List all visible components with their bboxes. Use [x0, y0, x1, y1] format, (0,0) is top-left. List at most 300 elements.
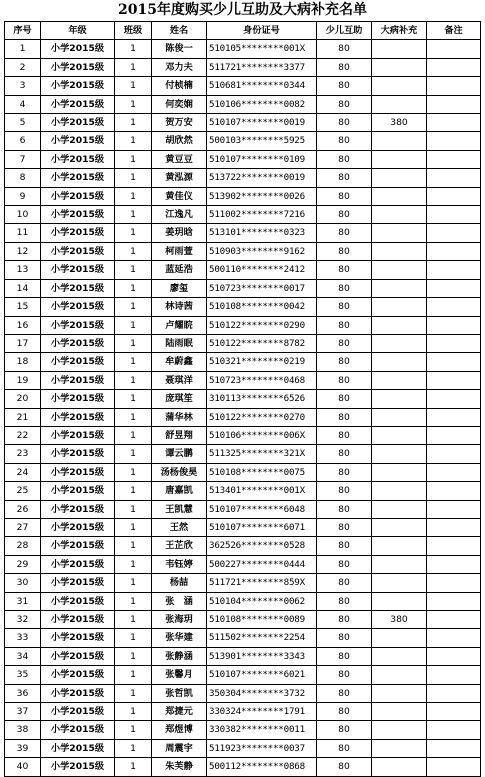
row-no-cell: 15 [5, 298, 41, 316]
row-name-cell: 张馨月 [152, 666, 207, 684]
row-grade-cell: 小学2015级 [41, 555, 115, 573]
row-class-cell: 1 [115, 574, 152, 592]
row-class-cell: 1 [115, 242, 152, 260]
table-row [5, 408, 481, 426]
row-name-cell: 贺万安 [152, 114, 207, 132]
row-no-cell: 37 [5, 703, 41, 721]
table-row [5, 758, 481, 776]
row-no-cell: 31 [5, 592, 41, 610]
row-remark-cell [427, 463, 481, 481]
row-grade-cell: 小学2015级 [41, 703, 115, 721]
row-id-cell: 510122********0270 [207, 408, 317, 426]
row-grade-cell: 小学2015级 [41, 353, 115, 371]
row-illness-cell: 380 [372, 611, 427, 629]
row-id-cell: 511721********859X [207, 574, 317, 592]
row-child-aid-cell: 80 [317, 334, 372, 352]
row-illness-cell [372, 353, 427, 371]
row-class-cell: 1 [115, 206, 152, 224]
row-no-cell: 3 [5, 77, 41, 95]
row-child-aid-cell: 80 [317, 537, 372, 555]
row-no-cell: 12 [5, 242, 41, 260]
row-id-cell: 510105********001X [207, 40, 317, 58]
row-class-cell: 1 [115, 703, 152, 721]
row-no-cell: 36 [5, 684, 41, 702]
row-grade-cell: 小学2015级 [41, 261, 115, 279]
row-class-cell: 1 [115, 58, 152, 76]
table-row [5, 574, 481, 592]
row-illness-cell [372, 555, 427, 573]
row-class-cell: 1 [115, 500, 152, 518]
row-child-aid-cell: 80 [317, 592, 372, 610]
row-illness-cell [372, 371, 427, 389]
row-id-cell: 511502********2254 [207, 629, 317, 647]
row-illness-cell [372, 187, 427, 205]
header-grade: 年级 [41, 22, 115, 40]
row-child-aid-cell: 80 [317, 40, 372, 58]
table-row [5, 426, 481, 444]
row-class-cell: 1 [115, 390, 152, 408]
row-grade-cell: 小学2015级 [41, 611, 115, 629]
row-no-cell: 10 [5, 206, 41, 224]
table-row [5, 40, 481, 58]
row-illness-cell [372, 261, 427, 279]
row-child-aid-cell: 80 [317, 426, 372, 444]
row-child-aid-cell: 80 [317, 408, 372, 426]
table-row [5, 95, 481, 113]
row-illness-cell [372, 445, 427, 463]
row-illness-cell [372, 647, 427, 665]
row-illness-cell [372, 482, 427, 500]
row-grade-cell: 小学2015级 [41, 647, 115, 665]
table-row [5, 261, 481, 279]
row-illness-cell [372, 132, 427, 150]
row-id-cell: 500112********0868 [207, 758, 317, 776]
row-no-cell: 21 [5, 408, 41, 426]
row-id-cell: 330324********1791 [207, 703, 317, 721]
row-class-cell: 1 [115, 408, 152, 426]
row-illness-cell [372, 58, 427, 76]
row-class-cell: 1 [115, 298, 152, 316]
row-id-cell: 513901********3343 [207, 647, 317, 665]
row-child-aid-cell: 80 [317, 206, 372, 224]
row-id-cell: 310113********6526 [207, 390, 317, 408]
row-child-aid-cell: 80 [317, 77, 372, 95]
row-grade-cell: 小学2015级 [41, 316, 115, 334]
row-id-cell: 500110********2412 [207, 261, 317, 279]
row-id-cell: 511325********321X [207, 445, 317, 463]
table-row [5, 684, 481, 702]
row-grade-cell: 小学2015级 [41, 132, 115, 150]
table-row [5, 629, 481, 647]
row-remark-cell [427, 150, 481, 168]
row-name-cell: 聂琪洋 [152, 371, 207, 389]
row-child-aid-cell: 80 [317, 463, 372, 481]
row-child-aid-cell: 80 [317, 150, 372, 168]
row-id-cell: 511923********0037 [207, 739, 317, 757]
row-remark-cell [427, 684, 481, 702]
row-child-aid-cell: 80 [317, 132, 372, 150]
row-no-cell: 26 [5, 500, 41, 518]
table-row [5, 187, 481, 205]
table-row [5, 463, 481, 481]
row-remark-cell [427, 426, 481, 444]
row-grade-cell: 小学2015级 [41, 95, 115, 113]
row-child-aid-cell: 80 [317, 371, 372, 389]
row-class-cell: 1 [115, 518, 152, 536]
row-name-cell: 唐嘉凯 [152, 482, 207, 500]
table-row [5, 666, 481, 684]
row-class-cell: 1 [115, 132, 152, 150]
row-illness-cell [372, 77, 427, 95]
row-child-aid-cell: 80 [317, 445, 372, 463]
row-remark-cell [427, 482, 481, 500]
table-row [5, 703, 481, 721]
row-id-cell: 510107********6048 [207, 500, 317, 518]
row-child-aid-cell: 80 [317, 684, 372, 702]
row-id-cell: 510108********0075 [207, 463, 317, 481]
row-id-cell: 513902********0026 [207, 187, 317, 205]
table-row [5, 334, 481, 352]
row-remark-cell [427, 703, 481, 721]
table-row [5, 206, 481, 224]
row-grade-cell: 小学2015级 [41, 150, 115, 168]
row-remark-cell [427, 242, 481, 260]
row-illness-cell [372, 703, 427, 721]
row-illness-cell [372, 390, 427, 408]
table-row [5, 224, 481, 242]
row-no-cell: 18 [5, 353, 41, 371]
row-id-cell: 510107********6071 [207, 518, 317, 536]
row-child-aid-cell: 80 [317, 555, 372, 573]
row-name-cell: 牟蔚鑫 [152, 353, 207, 371]
row-child-aid-cell: 80 [317, 666, 372, 684]
row-illness-cell [372, 242, 427, 260]
row-remark-cell [427, 77, 481, 95]
row-illness-cell [372, 721, 427, 739]
row-no-cell: 34 [5, 647, 41, 665]
row-no-cell: 5 [5, 114, 41, 132]
row-no-cell: 25 [5, 482, 41, 500]
row-grade-cell: 小学2015级 [41, 537, 115, 555]
row-remark-cell [427, 169, 481, 187]
row-grade-cell: 小学2015级 [41, 298, 115, 316]
row-id-cell: 510104********0062 [207, 592, 317, 610]
row-id-cell: 510107********0019 [207, 114, 317, 132]
row-illness-cell [372, 518, 427, 536]
row-id-cell: 510321********0219 [207, 353, 317, 371]
row-name-cell: 朱芙静 [152, 758, 207, 776]
row-illness-cell [372, 334, 427, 352]
row-name-cell: 蓝延浩 [152, 261, 207, 279]
row-illness-cell [372, 279, 427, 297]
row-no-cell: 11 [5, 224, 41, 242]
row-name-cell: 黄豆豆 [152, 150, 207, 168]
header-no: 序号 [5, 22, 41, 40]
row-name-cell: 付桢楠 [152, 77, 207, 95]
row-child-aid-cell: 80 [317, 739, 372, 757]
table-row [5, 647, 481, 665]
row-child-aid-cell: 80 [317, 703, 372, 721]
row-remark-cell [427, 758, 481, 776]
row-remark-cell [427, 518, 481, 536]
row-grade-cell: 小学2015级 [41, 279, 115, 297]
row-no-cell: 1 [5, 40, 41, 58]
row-class-cell: 1 [115, 426, 152, 444]
header-row [5, 22, 481, 40]
row-no-cell: 16 [5, 316, 41, 334]
table-row [5, 390, 481, 408]
row-illness-cell [372, 592, 427, 610]
row-grade-cell: 小学2015级 [41, 518, 115, 536]
row-remark-cell [427, 40, 481, 58]
row-remark-cell [427, 647, 481, 665]
table-row [5, 169, 481, 187]
row-child-aid-cell: 80 [317, 353, 372, 371]
row-remark-cell [427, 206, 481, 224]
row-no-cell: 39 [5, 739, 41, 757]
row-name-cell: 陈俊一 [152, 40, 207, 58]
row-remark-cell [427, 353, 481, 371]
row-remark-cell [427, 721, 481, 739]
row-id-cell: 510107********0109 [207, 150, 317, 168]
row-class-cell: 1 [115, 629, 152, 647]
row-illness-cell [372, 426, 427, 444]
row-no-cell: 20 [5, 390, 41, 408]
row-remark-cell [427, 739, 481, 757]
row-illness-cell [372, 463, 427, 481]
table-row [5, 279, 481, 297]
row-name-cell: 陆雨眠 [152, 334, 207, 352]
row-name-cell: 黄泓源 [152, 169, 207, 187]
row-class-cell: 1 [115, 666, 152, 684]
row-no-cell: 14 [5, 279, 41, 297]
row-no-cell: 30 [5, 574, 41, 592]
row-grade-cell: 小学2015级 [41, 114, 115, 132]
row-name-cell: 庞琪笙 [152, 390, 207, 408]
row-class-cell: 1 [115, 482, 152, 500]
roster-table [4, 21, 481, 777]
row-class-cell: 1 [115, 445, 152, 463]
row-id-cell: 510106********006X [207, 426, 317, 444]
row-child-aid-cell: 80 [317, 261, 372, 279]
row-illness-cell [372, 150, 427, 168]
row-id-cell: 330382********0011 [207, 721, 317, 739]
row-child-aid-cell: 80 [317, 629, 372, 647]
row-name-cell: 王凯慧 [152, 500, 207, 518]
row-grade-cell: 小学2015级 [41, 408, 115, 426]
row-name-cell: 杨喆 [152, 574, 207, 592]
table-row [5, 371, 481, 389]
row-illness-cell [372, 408, 427, 426]
header-class: 班级 [115, 22, 152, 40]
row-class-cell: 1 [115, 739, 152, 757]
row-no-cell: 33 [5, 629, 41, 647]
row-grade-cell: 小学2015级 [41, 426, 115, 444]
row-child-aid-cell: 80 [317, 95, 372, 113]
row-class-cell: 1 [115, 647, 152, 665]
roster-body [5, 40, 481, 776]
row-no-cell: 19 [5, 371, 41, 389]
row-id-cell: 511721********3377 [207, 58, 317, 76]
row-child-aid-cell: 80 [317, 482, 372, 500]
table-row [5, 721, 481, 739]
document-title: 2015年度购买少儿互助及大病补充名单 [118, 2, 367, 18]
row-illness-cell [372, 298, 427, 316]
table-row [5, 316, 481, 334]
header-illness: 大病补充 [372, 22, 427, 40]
row-name-cell: 廖玺 [152, 279, 207, 297]
row-child-aid-cell: 80 [317, 187, 372, 205]
row-id-cell: 510723********0017 [207, 279, 317, 297]
row-class-cell: 1 [115, 261, 152, 279]
row-remark-cell [427, 592, 481, 610]
table-row [5, 739, 481, 757]
table-row [5, 114, 481, 132]
row-id-cell: 510122********0290 [207, 316, 317, 334]
row-grade-cell: 小学2015级 [41, 500, 115, 518]
row-name-cell: 郑捷元 [152, 703, 207, 721]
row-child-aid-cell: 80 [317, 279, 372, 297]
row-id-cell: 510107********6021 [207, 666, 317, 684]
row-name-cell: 张 涵 [152, 592, 207, 610]
row-grade-cell: 小学2015级 [41, 58, 115, 76]
table-row [5, 482, 481, 500]
row-remark-cell [427, 500, 481, 518]
header-id: 身份证号 [207, 22, 317, 40]
table-row [5, 555, 481, 573]
row-id-cell: 500227********0444 [207, 555, 317, 573]
row-remark-cell [427, 132, 481, 150]
row-child-aid-cell: 80 [317, 114, 372, 132]
row-remark-cell [427, 58, 481, 76]
row-name-cell: 谭云鹏 [152, 445, 207, 463]
header-name: 姓名 [152, 22, 207, 40]
row-no-cell: 32 [5, 611, 41, 629]
row-grade-cell: 小学2015级 [41, 445, 115, 463]
row-child-aid-cell: 80 [317, 721, 372, 739]
row-illness-cell [372, 666, 427, 684]
row-remark-cell [427, 390, 481, 408]
row-illness-cell [372, 500, 427, 518]
row-child-aid-cell: 80 [317, 58, 372, 76]
row-remark-cell [427, 261, 481, 279]
header-child-aid: 少儿互助 [317, 22, 372, 40]
row-name-cell: 郑煜博 [152, 721, 207, 739]
row-class-cell: 1 [115, 40, 152, 58]
row-no-cell: 35 [5, 666, 41, 684]
row-name-cell: 汤杨俊昊 [152, 463, 207, 481]
row-no-cell: 23 [5, 445, 41, 463]
row-grade-cell: 小学2015级 [41, 684, 115, 702]
row-child-aid-cell: 80 [317, 298, 372, 316]
row-name-cell: 江逸凡 [152, 206, 207, 224]
row-grade-cell: 小学2015级 [41, 371, 115, 389]
row-no-cell: 13 [5, 261, 41, 279]
row-no-cell: 7 [5, 150, 41, 168]
row-id-cell: 500103********5925 [207, 132, 317, 150]
row-id-cell: 513101********0323 [207, 224, 317, 242]
row-id-cell: 510903********9162 [207, 242, 317, 260]
row-name-cell: 黄佳仪 [152, 187, 207, 205]
row-remark-cell [427, 629, 481, 647]
row-class-cell: 1 [115, 721, 152, 739]
row-remark-cell [427, 555, 481, 573]
row-no-cell: 6 [5, 132, 41, 150]
table-row [5, 58, 481, 76]
row-name-cell: 邓力夫 [152, 58, 207, 76]
row-grade-cell: 小学2015级 [41, 629, 115, 647]
row-child-aid-cell: 80 [317, 316, 372, 334]
row-no-cell: 38 [5, 721, 41, 739]
table-row [5, 500, 481, 518]
table-row [5, 150, 481, 168]
row-name-cell: 林诗茜 [152, 298, 207, 316]
row-illness-cell [372, 316, 427, 334]
header-remark: 备注 [427, 22, 481, 40]
row-class-cell: 1 [115, 114, 152, 132]
row-no-cell: 24 [5, 463, 41, 481]
row-grade-cell: 小学2015级 [41, 40, 115, 58]
row-child-aid-cell: 80 [317, 242, 372, 260]
row-child-aid-cell: 80 [317, 169, 372, 187]
row-grade-cell: 小学2015级 [41, 242, 115, 260]
row-class-cell: 1 [115, 371, 152, 389]
row-name-cell: 舒昱翔 [152, 426, 207, 444]
row-no-cell: 28 [5, 537, 41, 555]
row-id-cell: 350304********3732 [207, 684, 317, 702]
row-class-cell: 1 [115, 77, 152, 95]
row-class-cell: 1 [115, 758, 152, 776]
row-id-cell: 362526********0528 [207, 537, 317, 555]
row-grade-cell: 小学2015级 [41, 169, 115, 187]
row-name-cell: 何奕娴 [152, 95, 207, 113]
row-illness-cell [372, 629, 427, 647]
row-no-cell: 17 [5, 334, 41, 352]
row-class-cell: 1 [115, 169, 152, 187]
row-name-cell: 张静涵 [152, 647, 207, 665]
row-class-cell: 1 [115, 150, 152, 168]
row-no-cell: 8 [5, 169, 41, 187]
row-no-cell: 40 [5, 758, 41, 776]
row-id-cell: 513401********001X [207, 482, 317, 500]
row-child-aid-cell: 80 [317, 611, 372, 629]
row-grade-cell: 小学2015级 [41, 390, 115, 408]
row-name-cell: 王芷欣 [152, 537, 207, 555]
row-illness-cell: 380 [372, 114, 427, 132]
row-illness-cell [372, 95, 427, 113]
row-name-cell: 王然 [152, 518, 207, 536]
row-class-cell: 1 [115, 555, 152, 573]
row-illness-cell [372, 758, 427, 776]
row-remark-cell [427, 298, 481, 316]
row-grade-cell: 小学2015级 [41, 758, 115, 776]
row-name-cell: 姜玥晗 [152, 224, 207, 242]
table-row [5, 592, 481, 610]
row-id-cell: 510723********0468 [207, 371, 317, 389]
row-class-cell: 1 [115, 224, 152, 242]
row-remark-cell [427, 95, 481, 113]
row-illness-cell [372, 169, 427, 187]
row-remark-cell [427, 611, 481, 629]
table-row [5, 298, 481, 316]
row-name-cell: 柯雨萱 [152, 242, 207, 260]
row-grade-cell: 小学2015级 [41, 224, 115, 242]
row-grade-cell: 小学2015级 [41, 77, 115, 95]
row-illness-cell [372, 684, 427, 702]
row-name-cell: 张海玥 [152, 611, 207, 629]
row-name-cell: 张哲凯 [152, 684, 207, 702]
row-remark-cell [427, 279, 481, 297]
